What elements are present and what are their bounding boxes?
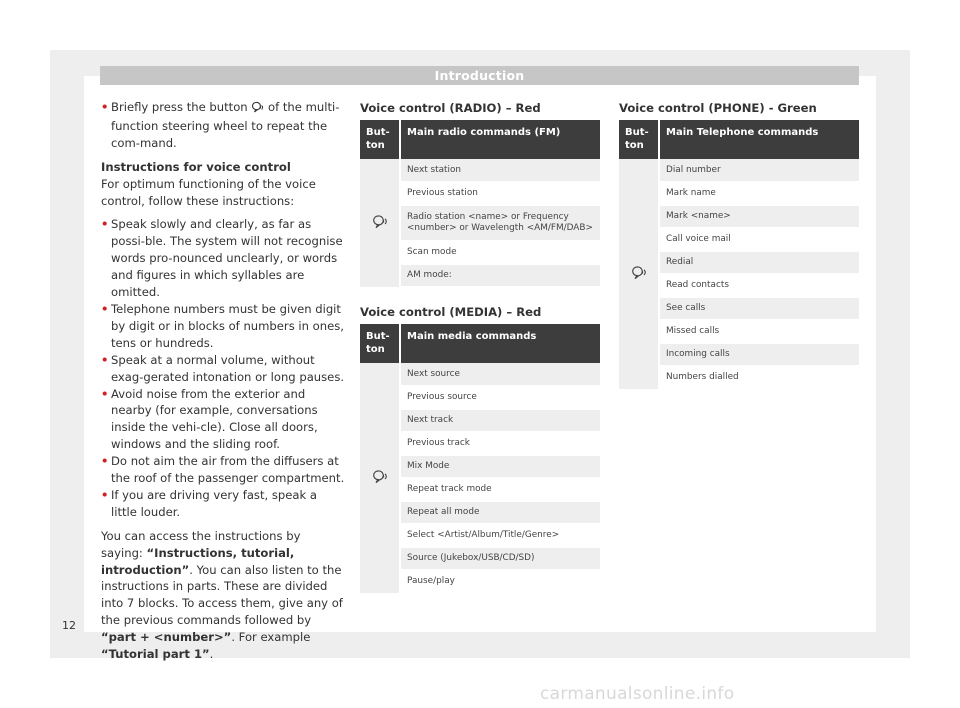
bullet-dot: •: [101, 487, 109, 502]
closing-text: You can access the instructions by saying:: [101, 528, 301, 560]
voice-button-icon: [360, 363, 400, 593]
phone-command: Dial number: [659, 159, 859, 182]
media-command: Next track: [400, 409, 600, 432]
radio-title: Voice control (RADIO) – Red: [360, 101, 541, 115]
bullet-dot: •: [101, 301, 109, 316]
bullet-item: [101, 352, 345, 386]
media-command: Next source: [400, 363, 600, 386]
media-command: Previous source: [400, 386, 600, 409]
instructions-intro: For optimum functioning of the voice control, follow these instructions:: [101, 176, 316, 208]
closing-command: “part + <number>”: [101, 630, 232, 645]
voice-button-icon: [619, 159, 659, 389]
radio-command: Previous station: [400, 182, 600, 205]
section-header: Introduction: [100, 66, 859, 85]
radio-col-button: But-ton: [360, 120, 400, 159]
phone-section: [619, 101, 859, 390]
instructions-heading: Instructions for voice control: [101, 159, 291, 174]
bullet-item: [101, 301, 345, 352]
closing-text: .: [209, 647, 214, 662]
media-section: [360, 305, 600, 594]
phone-command: Mark name: [659, 182, 859, 205]
phone-col-commands: Main Telephone commands: [659, 120, 859, 159]
phone-command: See calls: [659, 297, 859, 320]
closing-paragraph: [101, 528, 345, 663]
closing-command: “Tutorial part 1”: [101, 647, 210, 662]
bullet-text: Do not aim the air from the diffusers at the roof of the passenger compartment.: [111, 454, 345, 486]
bullet-repeat: [101, 99, 345, 152]
bullet-item: [101, 216, 345, 301]
media-command: Repeat track mode: [400, 478, 600, 501]
voice-button-icon: [251, 101, 264, 118]
radio-section: [360, 101, 600, 288]
radio-command-row: [360, 159, 600, 182]
radio-command: AM mode:: [400, 264, 600, 287]
voice-button-icon: [360, 159, 400, 287]
phone-command: Redial: [659, 251, 859, 274]
media-command-row: [360, 363, 600, 386]
bullet-dot: •: [101, 386, 109, 401]
media-command: Select <Artist/Album/Title/Genre>: [400, 524, 600, 547]
media-title: Voice control (MEDIA) – Red: [360, 305, 542, 319]
media-command: Repeat all mode: [400, 501, 600, 524]
media-command: Mix Mode: [400, 455, 600, 478]
bullet-text: Avoid noise from the exterior and nearby (for example, conversations inside the vehi-cle). Close all doors, windows and the sliding roof.: [111, 386, 318, 452]
bullet-dot: •: [101, 352, 109, 367]
phone-command: Missed calls: [659, 320, 859, 343]
bullet-text: of the multi-function steering wheel to repeat the com-mand.: [111, 100, 340, 150]
phone-command: Numbers dialled: [659, 366, 859, 389]
watermark: carmanualsonline.info: [540, 684, 735, 704]
bullet-item: [101, 487, 345, 521]
media-col-button: But-ton: [360, 324, 400, 363]
closing-command: “Instructions, tutorial, introduction”: [101, 545, 295, 577]
bullet-text: Telephone numbers must be given digit by digit or in blocks of numbers in ones, tens or hundreds.: [111, 301, 344, 350]
phone-command-row: [619, 159, 859, 182]
bullet-text: Speak at a normal volume, without exag-gerated intonation or long pauses.: [111, 352, 345, 384]
phone-table: [619, 120, 859, 390]
page-number: 12: [62, 619, 76, 632]
phone-command: Incoming calls: [659, 343, 859, 366]
closing-text: . You can also listen to the instructions in parts. These are divided into 7 blocks. To access them, give any of the previous commands followed by: [101, 562, 343, 628]
phone-col-button: But-ton: [619, 120, 659, 159]
media-col-commands: Main media commands: [400, 324, 600, 363]
radio-command: Next station: [400, 159, 600, 182]
bullet-dot: •: [101, 454, 109, 469]
phone-command: Read contacts: [659, 274, 859, 297]
media-command: Previous track: [400, 432, 600, 455]
phone-title: Voice control (PHONE) - Green: [619, 101, 817, 115]
bullet-item: [101, 386, 345, 454]
bullet-dot: •: [101, 100, 109, 114]
bullet-text: Speak slowly and clearly, as far as possi-ble. The system will not recognise words pro-nounced unclearly, or words and figures in which syllables are omitted.: [111, 217, 343, 300]
phone-command: Mark <name>: [659, 205, 859, 228]
media-table: [360, 324, 600, 594]
instructions-column: [101, 99, 345, 663]
bullet-dot: •: [101, 217, 109, 232]
closing-text: . For example: [231, 630, 311, 645]
phone-command: Call voice mail: [659, 228, 859, 251]
media-command: Pause/play: [400, 570, 600, 593]
bullet-text: If you are driving very fast, speak a little louder.: [111, 487, 318, 519]
radio-command: Scan mode: [400, 241, 600, 264]
media-command: Source (Jukebox/USB/CD/SD): [400, 547, 600, 570]
bullet-text: Briefly press the button: [111, 100, 248, 114]
radio-command: Radio station <name> or Frequency <number> or Wavelength <AM/FM/DAB>: [400, 205, 600, 241]
bullet-item: [101, 453, 345, 487]
radio-table: [360, 120, 600, 288]
radio-col-commands: Main radio commands (FM): [400, 120, 600, 159]
